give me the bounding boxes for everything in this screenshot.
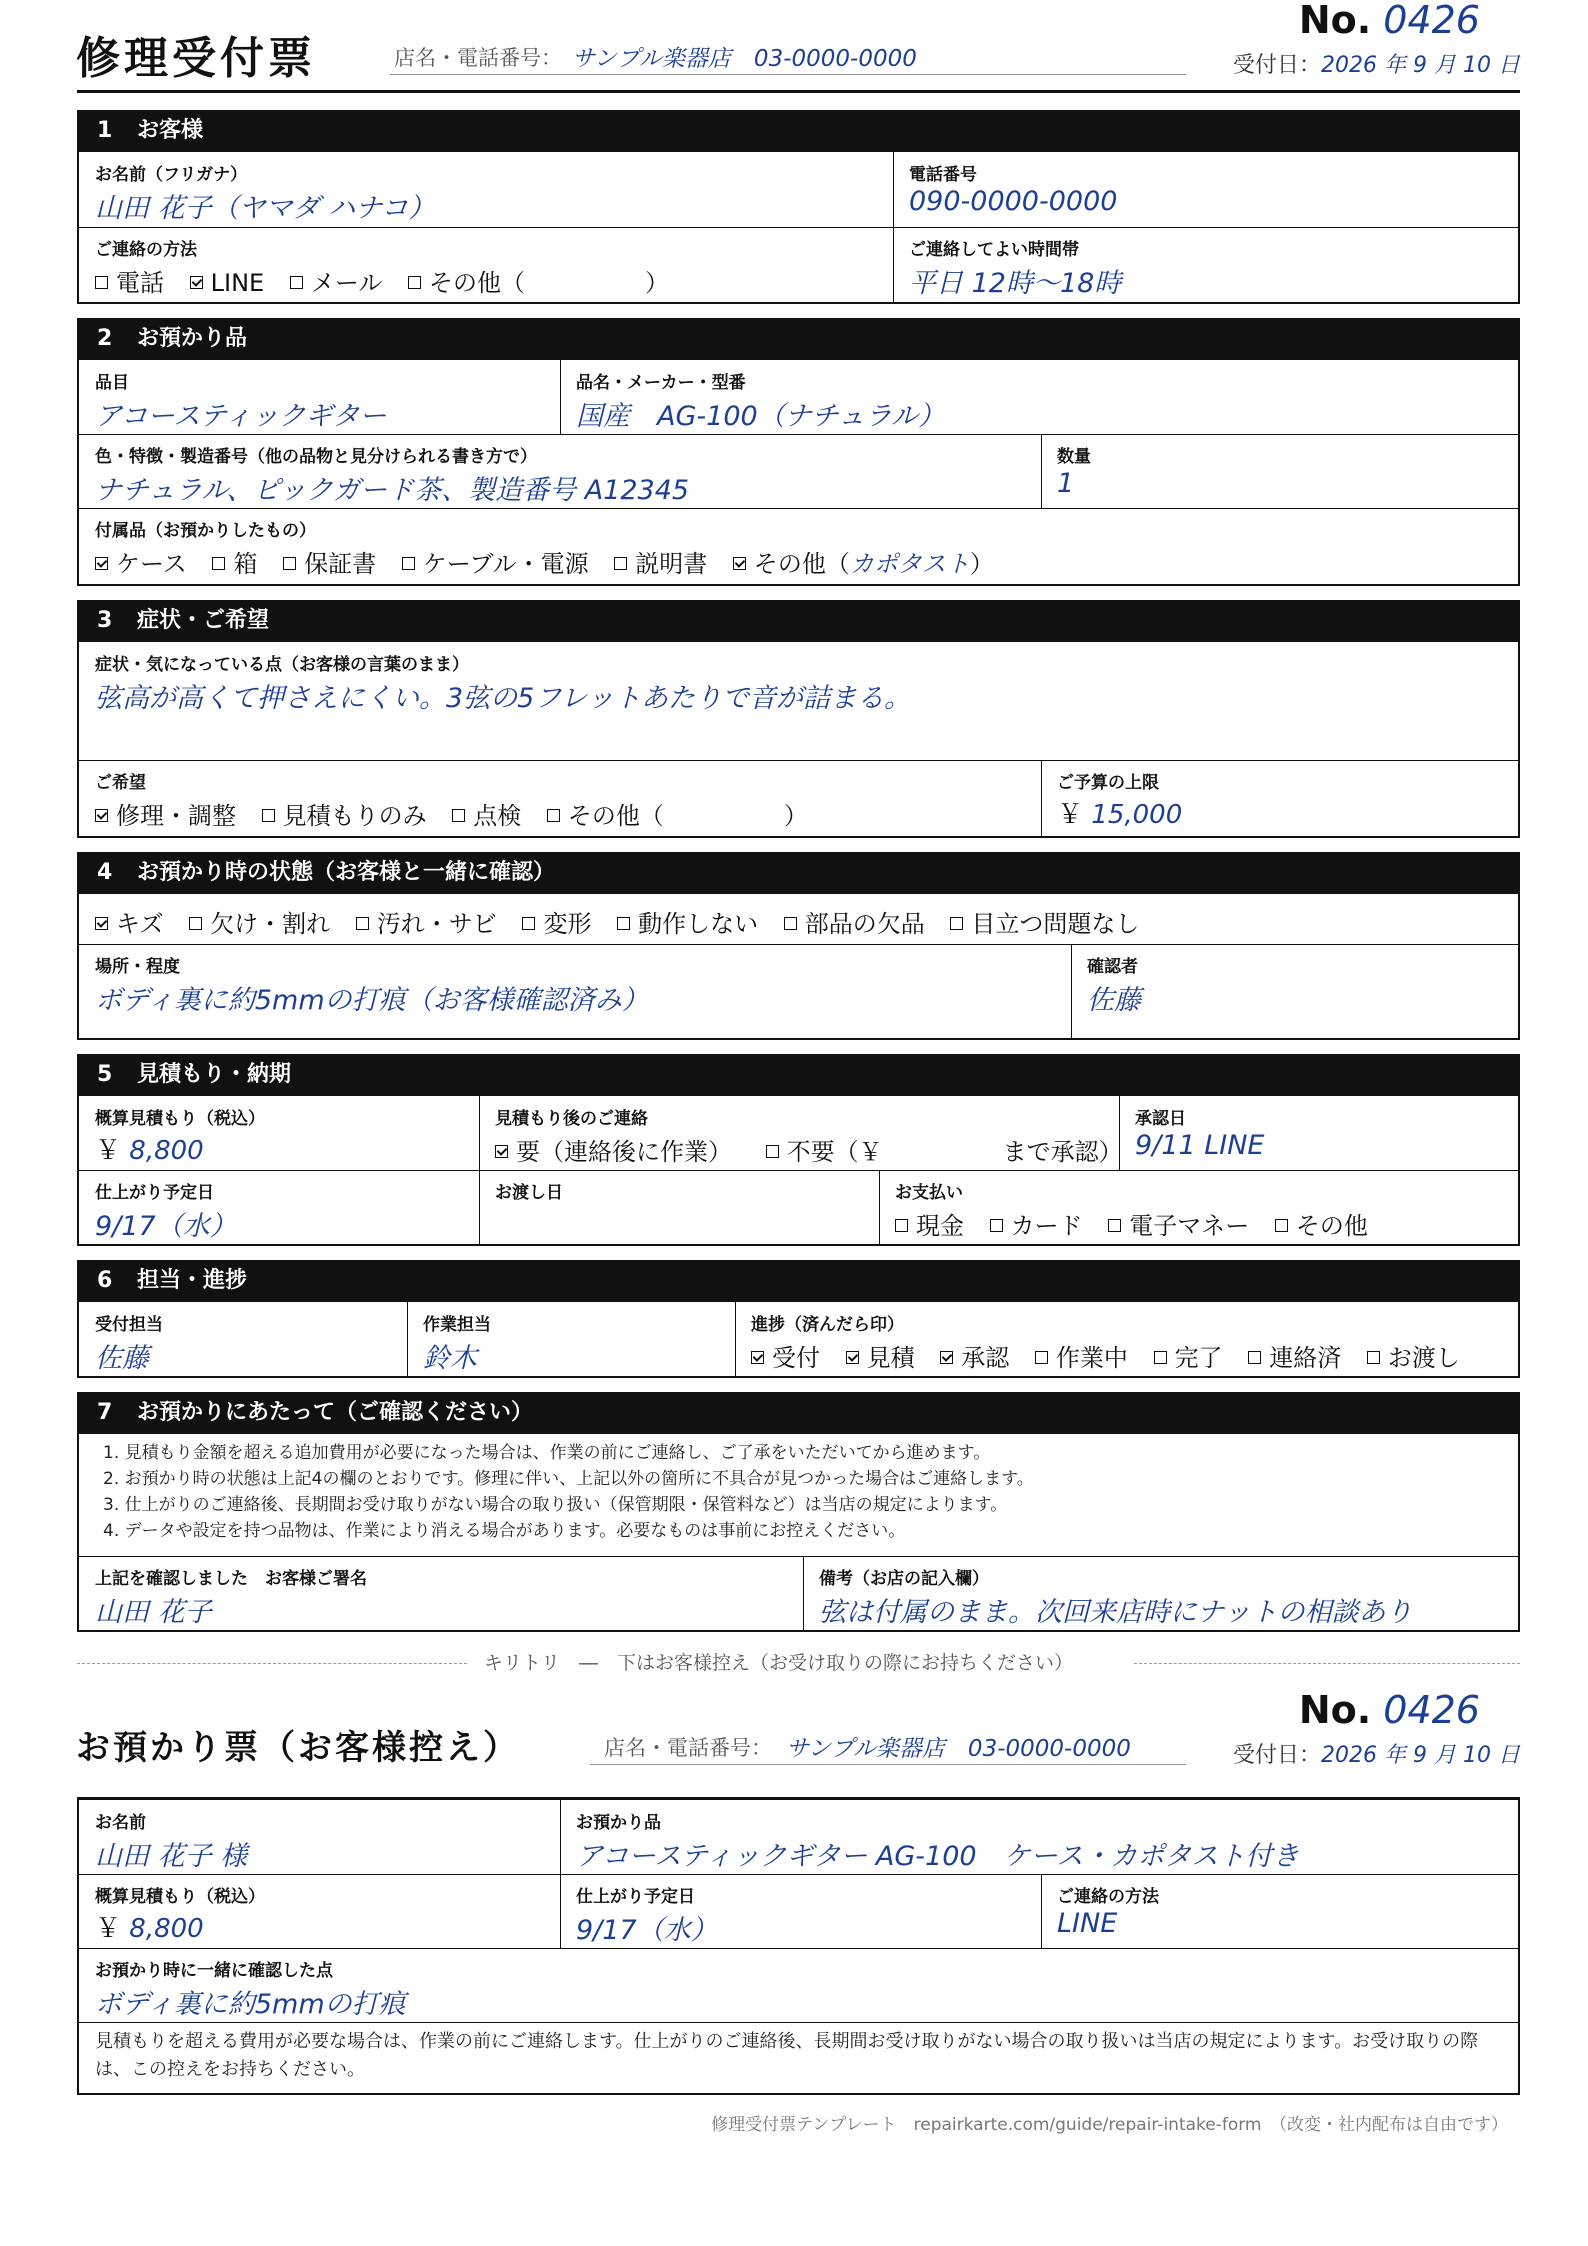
section-2-header: 2 お預かり品 [77,318,1520,360]
pay-emoney-checkbox[interactable]: 電子マネー [1108,1212,1249,1240]
wish-estimate-checkbox[interactable]: 見積もりのみ [262,802,427,830]
cond-deform-checkbox[interactable]: 変形 [522,910,591,938]
section-2-body [77,360,1520,586]
stub-body [77,1797,1520,2095]
budget-cell[interactable]: ご予算の上限 ￥ 15,000 [1057,773,1183,830]
customer-name: 山田 花子（ヤマダ ハナコ） [95,193,436,224]
section-6-header: 6 担当・進捗 [77,1260,1520,1302]
wish-repair-checkbox[interactable]: 修理・調整 [95,802,236,830]
budget-value: 15,000 [1091,800,1183,830]
store-value: サンプル楽器店 03-0000-0000 [572,46,917,72]
signature-value: 山田 花子 [95,1597,212,1628]
reception-staff-cell[interactable]: 受付担当 佐藤 [95,1315,163,1374]
cond-missing-checkbox[interactable]: 部品の欠品 [784,910,925,938]
footer-credit: 修理受付票テンプレート repairkarte.com/guide/repair-intake-form （改変・社内配布は自由です） [711,2115,1508,2135]
section-7-body [77,1434,1520,1632]
finish-date-value: 9/17（水） [95,1211,237,1242]
stub-no-value: 0426 [1383,1688,1480,1732]
stub-note-cell [79,2022,1520,2096]
prog-approved-checkbox[interactable]: 承認 [940,1344,1009,1372]
stub-name-cell[interactable]: お名前 山田 花子 様 [95,1813,248,1872]
acc-case-checkbox[interactable]: ケース [95,550,187,578]
cond-broken-checkbox[interactable]: 動作しない [617,910,758,938]
cut-line-right [1134,1663,1520,1664]
pay-cash-checkbox[interactable]: 現金 [895,1212,964,1240]
pay-card-checkbox[interactable]: カード [990,1212,1083,1240]
prog-received-checkbox[interactable]: 受付 [751,1344,820,1372]
stub-receipt-date: 受付日：2026 年 9 月 10 日 [1233,1743,1520,1768]
cut-line-text: キリトリ ― 下はお客様控え（お受け取りの際にお持ちください） [484,1652,1074,1674]
stub-item-value: アコースティックギター AG-100 ケース・カポタスト付き [576,1841,1300,1872]
section-4-header: 4 お預かり時の状態（お客様と一緒に確認） [77,852,1520,894]
stub-finish-cell[interactable]: 仕上がり予定日 9/17（水） [576,1887,718,1946]
acc-other-value: カポタスト [849,550,970,578]
stub-estimate-cell[interactable]: 概算見積もり（税込） ￥ 8,800 [95,1887,265,1944]
memo-value: 弦は付属のまま。次回来店時にナットの相談あり [819,1597,1413,1628]
stub-note: 見積もりを超える費用が必要な場合は、作業の前にご連絡します。仕上がりのご連絡後、長期間お受け取りがない場合の取り扱いは当店の規定によります。お受け取りの際は、この控えをお持ちください。 [95,2031,1479,2080]
stub-estimate-value: 8,800 [129,1914,204,1944]
estimate-value: 8,800 [129,1136,204,1166]
prog-handed-checkbox[interactable]: お渡し [1367,1344,1460,1372]
phone-cell[interactable]: 電話番号 090-0000-0000 [909,165,1118,217]
model-cell[interactable]: 品名・メーカー・型番 国産 AG-100（ナチュラル） [576,373,946,432]
quantity-cell[interactable]: 数量 1 [1057,447,1091,499]
work-staff-cell[interactable]: 作業担当 鈴木 [423,1315,491,1374]
model-value: 国産 AG-100（ナチュラル） [576,401,946,432]
color-serial-cell[interactable]: 色・特徴・製造番号（他の品物と見分けられる書き方で） ナチュラル、ピックガード茶、製造番号 A12345 [95,447,690,506]
stub-store-value: サンプル楽器店 03-0000-0000 [786,1736,1131,1762]
stub-contact-value: LINE [1057,1908,1118,1939]
stub-finish-value: 9/17（水） [576,1915,718,1946]
no-value: 0426 [1383,0,1480,42]
stub-contact-cell[interactable]: ご連絡の方法 LINE [1057,1887,1159,1939]
prog-estimated-checkbox[interactable]: 見積 [846,1344,915,1372]
cut-line-left [77,1663,467,1664]
pay-other-checkbox[interactable]: その他 [1275,1212,1368,1240]
damage-place-cell[interactable]: 場所・程度 ボディ裏に約5mmの打痕（お客様確認済み） [95,957,649,1016]
stub-condition-cell[interactable]: お預かり時に一緒に確認した点 ボディ裏に約5mmの打痕 [95,1961,406,2020]
stub-condition-value: ボディ裏に約5mmの打痕 [95,1989,406,2020]
page-title: 修理受付票 [76,33,316,84]
store-field [390,38,1186,75]
prog-contacted-checkbox[interactable]: 連絡済 [1248,1344,1341,1372]
contact-other-checkbox[interactable]: その他（ ） [408,269,669,297]
stub-title: お預かり票（お客様控え） [76,1728,520,1768]
terms-list [103,1440,1034,1544]
payment-cell: お支払い 現金 カード 電子マネー その他 [895,1183,1368,1240]
acc-other-checkbox[interactable]: その他（カポタスト） [733,550,994,578]
quantity-value: 1 [1057,468,1075,499]
finish-date-cell[interactable]: 仕上がり予定日 9/17（水） [95,1183,237,1242]
symptom-value: 弦高が高くて押さえにくい。3弦の5フレットあたりで音が詰まる。 [95,683,912,714]
customer-name-cell[interactable]: お名前（フリガナ） 山田 花子（ヤマダ ハナコ） [95,165,436,224]
contact-time-cell[interactable]: ご連絡してよい時間帯 平日 12時〜18時 [909,240,1122,299]
stub-date-value: 2026 年 9 月 10 日 [1321,1743,1520,1768]
contact-phone-checkbox[interactable]: 電話 [95,269,164,297]
section-7-header: 7 お預かりにあたって（ご確認ください） [77,1392,1520,1434]
section-3-header: 3 症状・ご希望 [77,600,1520,642]
store-label: 店名・電話番号： [394,46,562,70]
checker-value: 佐藤 [1087,985,1141,1016]
receipt-number [1299,0,1480,42]
cond-none-checkbox[interactable]: 目立つ問題なし [950,910,1139,938]
header-rule [77,90,1520,93]
acc-box-checkbox[interactable]: 箱 [212,550,257,578]
contact-line-checkbox[interactable]: LINE [190,269,265,297]
section-5-body [77,1096,1520,1246]
acc-manual-checkbox[interactable]: 説明書 [614,550,707,578]
signature-cell[interactable]: 上記を確認しました お客様ご署名 山田 花子 [95,1569,367,1628]
approve-date-value: 9/11 LINE [1135,1130,1265,1161]
progress-cell: 進捗（済んだら印） 受付 見積 承認 作業中 完了 連絡済 お渡し [751,1315,1460,1372]
acc-cable-checkbox[interactable]: ケーブル・電源 [402,550,589,578]
section-6-body [77,1302,1520,1378]
cond-dirt-checkbox[interactable]: 汚れ・サビ [356,910,497,938]
prog-done-checkbox[interactable]: 完了 [1154,1344,1223,1372]
stub-item-cell[interactable]: お預かり品 アコースティックギター AG-100 ケース・カポタスト付き [576,1813,1300,1872]
stub-name-value: 山田 花子 様 [95,1841,248,1872]
stub-receipt-number: No. 0426 [1298,1688,1480,1732]
contact-time-value: 平日 12時〜18時 [909,268,1122,299]
cond-scratch-checkbox[interactable]: キズ [95,910,164,938]
section-1-body [77,152,1520,304]
no-label: No. [1298,0,1372,42]
date-value: 2026 年 9 月 10 日 [1321,53,1520,78]
color-serial-value: ナチュラル、ピックガード茶、製造番号 A12345 [95,475,690,506]
item-type-value: アコースティックギター [95,401,387,432]
term-item: 2. お預かり時の状態は上記4の欄のとおりです。修理に伴い、上記以外の箇所に不具合が見つかった場合はご連絡します。 [103,1469,1034,1489]
item-type-cell[interactable]: 品目 アコースティックギター [95,373,387,432]
work-staff-value: 鈴木 [423,1343,477,1374]
wish-other-checkbox[interactable]: その他（ ） [547,802,808,830]
cond-chip-checkbox[interactable]: 欠け・割れ [189,910,330,938]
approve-date-cell[interactable]: 承認日 9/11 LINE [1135,1109,1265,1161]
acc-warranty-checkbox[interactable]: 保証書 [283,550,376,578]
section-5-header: 5 見積もり・納期 [77,1054,1520,1096]
contact-mail-checkbox[interactable]: メール [290,269,383,297]
accessories-cell: 付属品（お預かりしたもの） ケース 箱 保証書 ケーブル・電源 説明書 その他（カポタスト） [95,521,994,578]
after-estimate-cell: 見積もり後のご連絡 要（連絡後に作業） 不要（￥ まで承認） [495,1109,1123,1166]
after-needed-checkbox[interactable]: 要（連絡後に作業） [495,1138,732,1166]
damage-place-value: ボディ裏に約5mmの打痕（お客様確認済み） [95,985,649,1016]
prog-working-checkbox[interactable]: 作業中 [1035,1344,1128,1372]
term-item: 4. データや設定を持つ品物は、作業により消える場合があります。必要なものは事前にお控えください。 [103,1521,906,1541]
wish-cell: ご希望 修理・調整 見積もりのみ 点検 その他（ ） [95,773,808,830]
stub-store-field: 店名・電話番号： サンプル楽器店 03-0000-0000 [590,1728,1186,1765]
term-item: 3. 仕上がりのご連絡後、長期間お受け取りがない場合の取り扱い（保管期限・保管料など）は当店の規定によります。 [103,1495,1008,1515]
section-1-header: 1 お客様 [77,110,1520,152]
handover-date-cell[interactable]: お渡し日 [495,1183,563,1203]
date-label: 受付日： [1233,53,1322,78]
contact-method-cell: ご連絡の方法 電話 LINE メール その他（ ） [95,240,670,297]
phone-value: 090-0000-0000 [909,186,1118,217]
estimate-cell[interactable]: 概算見積もり（税込） ￥ 8,800 [95,1109,265,1166]
memo-cell[interactable]: 備考（お店の記入欄） 弦は付属のまま。次回来店時にナットの相談あり [819,1569,1413,1628]
after-notneeded-checkbox[interactable]: 不要（￥ まで承認） [766,1138,1123,1166]
wish-inspect-checkbox[interactable]: 点検 [452,802,521,830]
symptom-cell[interactable]: 症状・気になっている点（お客様の言葉のまま） 弦高が高くて押さえにくい。3弦の5フレットあたりで音が詰まる。 [95,655,912,714]
checker-cell[interactable]: 確認者 佐藤 [1087,957,1141,1016]
reception-staff-value: 佐藤 [95,1343,149,1374]
receipt-date [1233,48,1520,79]
section-3-body [77,642,1520,838]
term-item: 1. 見積もり金額を超える追加費用が必要になった場合は、作業の前にご連絡し、ご了承をいただいてから進めます。 [103,1443,991,1463]
section-4-body [77,894,1520,1040]
